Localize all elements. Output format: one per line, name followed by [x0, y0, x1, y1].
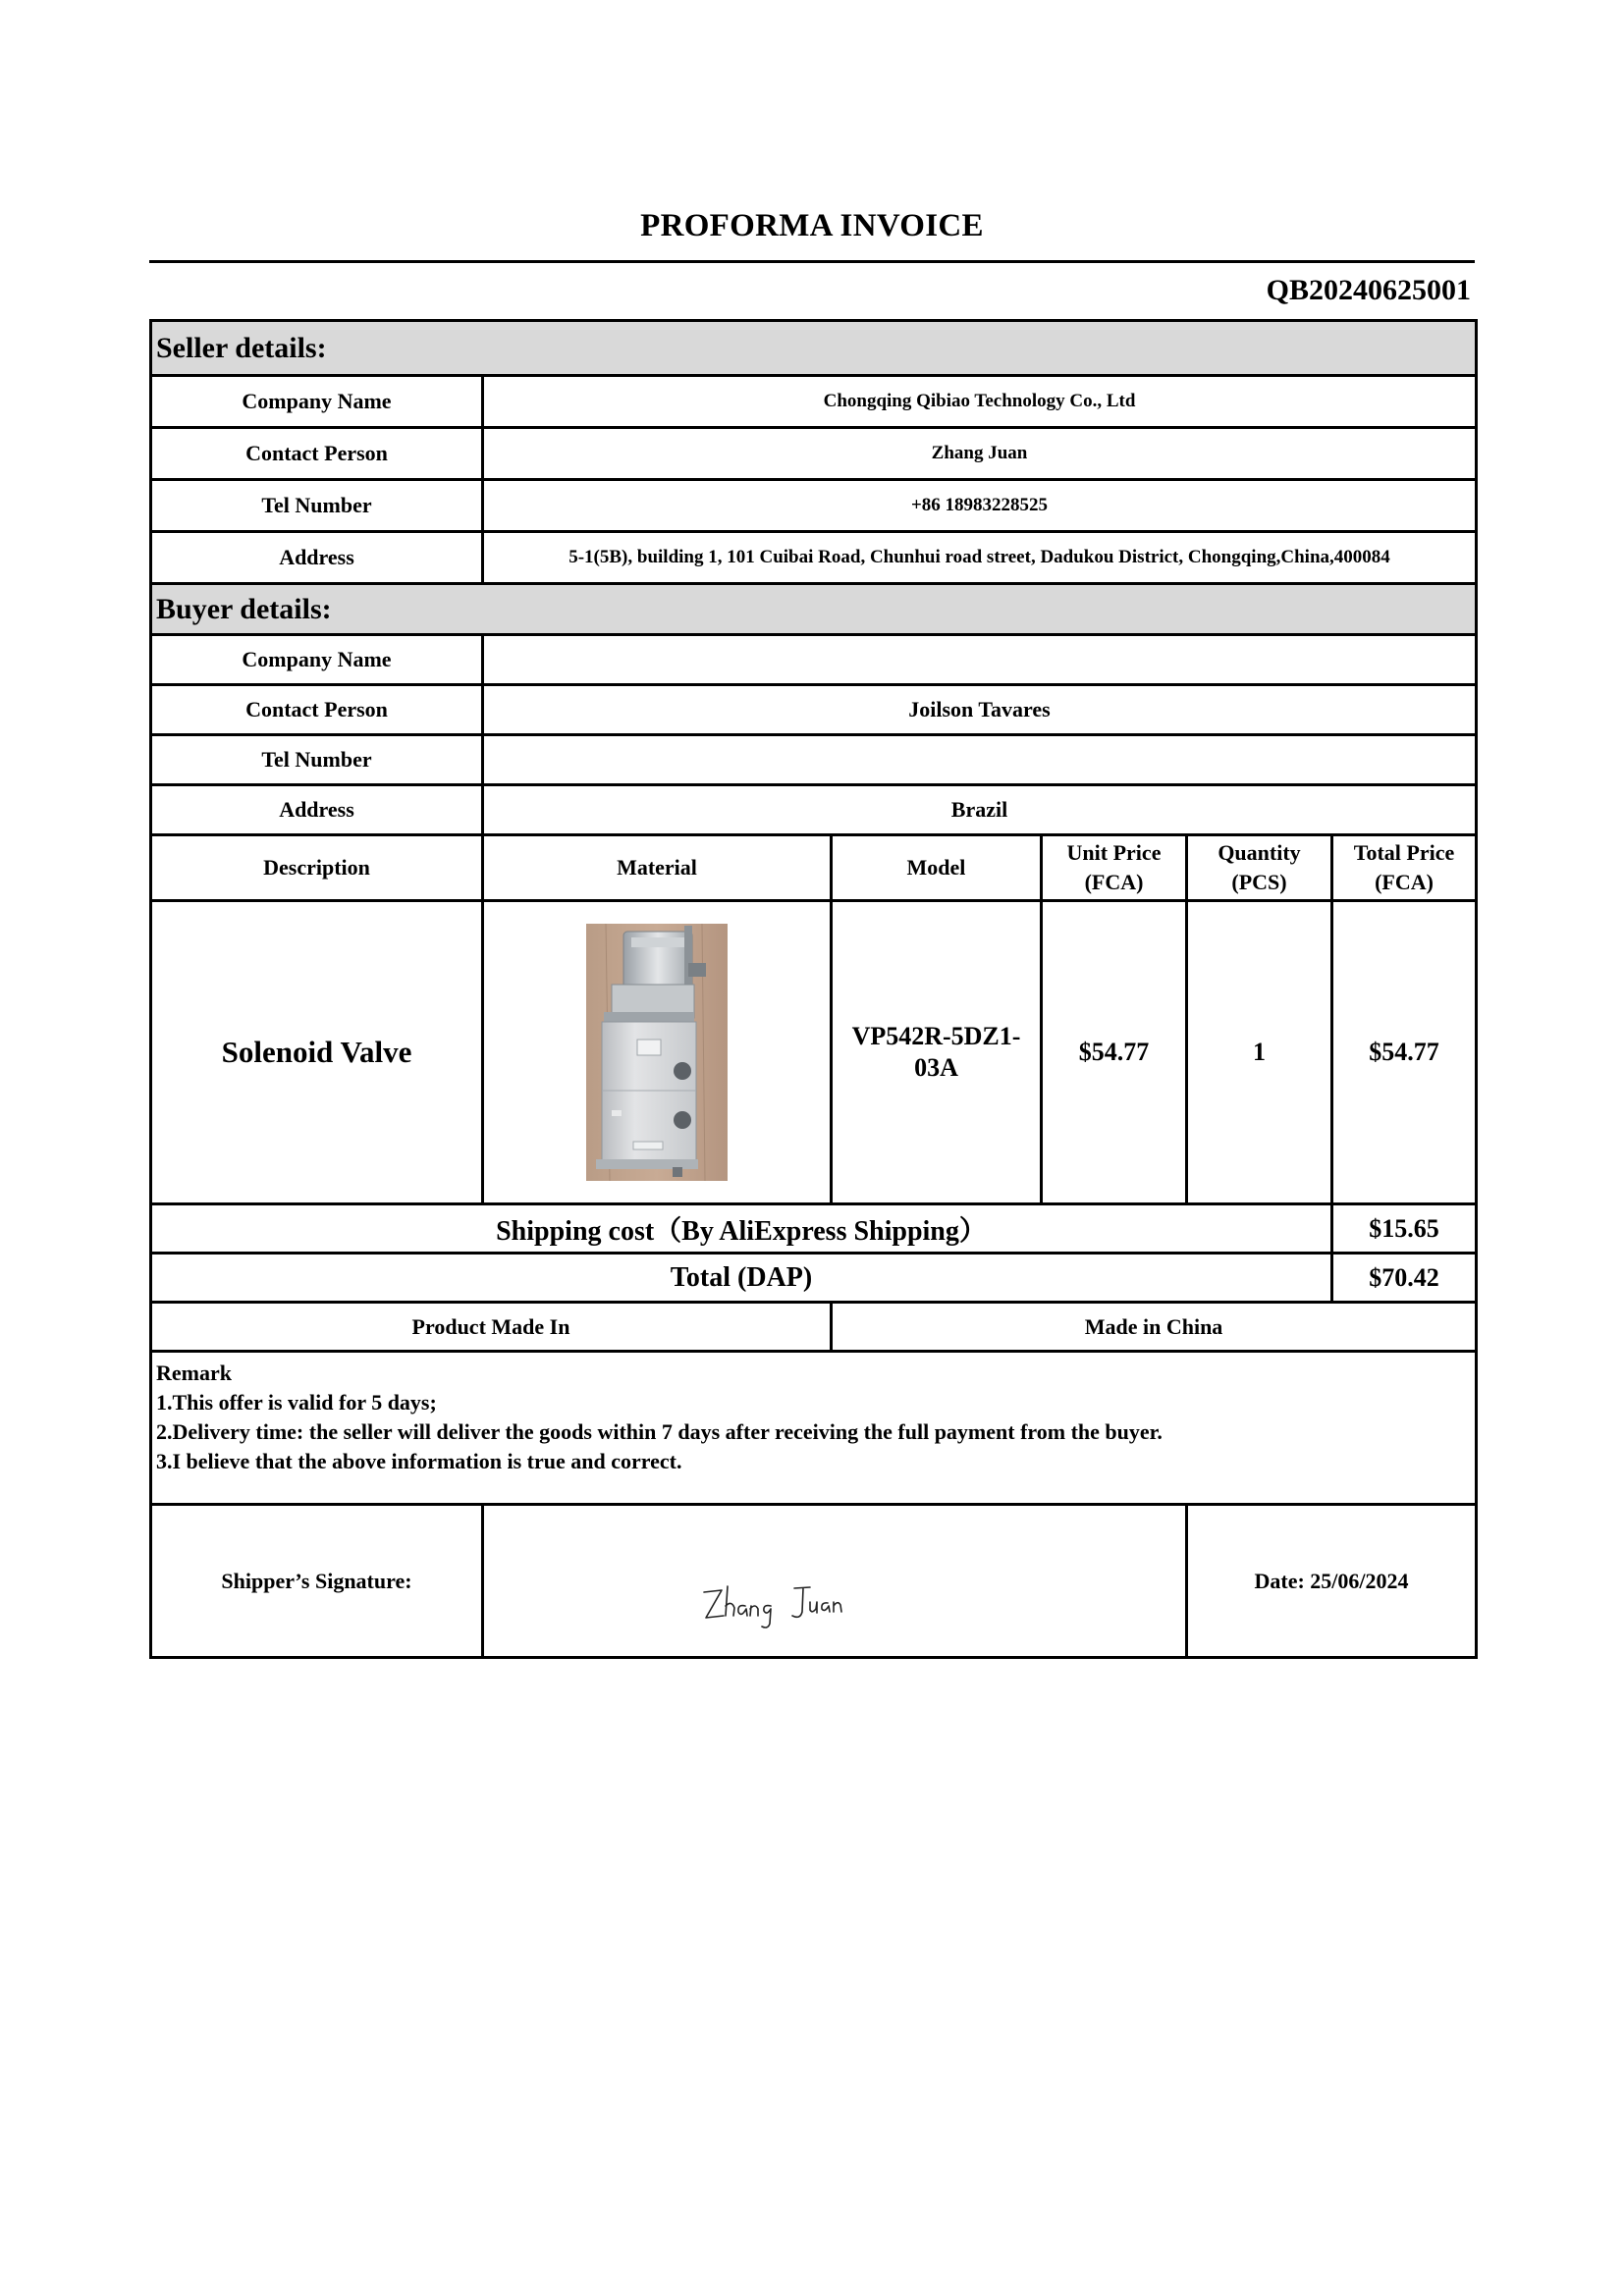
remark-row — [151, 1352, 1477, 1505]
item-unit-price: $54.77 — [1042, 901, 1187, 1204]
seller-tel-label: Tel Number — [151, 480, 483, 532]
item-total-price: $54.77 — [1332, 901, 1477, 1204]
col-header-total-price-sub: (FCA) — [1375, 870, 1434, 894]
seller-section-label: Seller details: — [151, 321, 1477, 376]
buyer-contact-label: Contact Person — [151, 685, 483, 735]
col-header-material: Material — [483, 835, 832, 901]
col-header-unit-price-label: Unit Price — [1066, 840, 1162, 866]
signature-area — [483, 1505, 1187, 1658]
remark-title: Remark — [156, 1361, 232, 1385]
title-divider — [149, 260, 1475, 263]
invoice-table — [149, 319, 1478, 1659]
col-header-unit-price — [1042, 835, 1187, 901]
seller-company-value: Chongqing Qibiao Technology Co., Ltd — [483, 376, 1477, 428]
buyer-section-label: Buyer details: — [151, 584, 1477, 635]
item-model-line1: VP542R-5DZ1- — [851, 1021, 1021, 1050]
col-header-total-price — [1332, 835, 1477, 901]
items-header-row — [151, 835, 1477, 901]
signature-label: Shipper’s Signature: — [151, 1505, 483, 1658]
seller-contact-label: Contact Person — [151, 428, 483, 480]
remark-line-3: 3.I believe that the above information is true and correct. — [156, 1448, 682, 1473]
origin-value: Made in China — [832, 1303, 1477, 1352]
origin-row — [151, 1303, 1477, 1352]
col-header-unit-price-sub: (FCA) — [1084, 870, 1144, 894]
seller-tel-value: +86 18983228525 — [483, 480, 1477, 532]
item-material — [483, 901, 832, 1204]
item-model — [832, 901, 1042, 1204]
item-description: Solenoid Valve — [151, 901, 483, 1204]
seller-company-label: Company Name — [151, 376, 483, 428]
buyer-section-row — [151, 584, 1477, 635]
seller-address-row — [151, 532, 1477, 584]
item-row — [151, 901, 1477, 1204]
remark-block — [151, 1352, 1477, 1505]
seller-contact-value: Zhang Juan — [483, 428, 1477, 480]
seller-address-value: 5-1(5B), building 1, 101 Cuibai Road, Chunhui road street, Dadukou District, Chongqing,China,400084 — [483, 532, 1477, 584]
shipping-value: $15.65 — [1332, 1204, 1477, 1254]
buyer-contact-row — [151, 685, 1477, 735]
seller-section-row — [151, 321, 1477, 376]
item-model-line2: 03A — [914, 1053, 958, 1082]
seller-contact-row — [151, 428, 1477, 480]
shipping-row — [151, 1204, 1477, 1254]
signature-row — [151, 1505, 1477, 1658]
solenoid-valve-photo — [586, 924, 728, 1181]
col-header-quantity-label: Quantity — [1218, 840, 1301, 866]
buyer-tel-label: Tel Number — [151, 735, 483, 785]
buyer-address-label: Address — [151, 785, 483, 835]
seller-address-label: Address — [151, 532, 483, 584]
handwritten-signature — [700, 1578, 847, 1637]
col-header-quantity-sub: (PCS) — [1231, 870, 1287, 894]
document-title: PROFORMA INVOICE — [640, 208, 984, 243]
buyer-tel-value — [483, 735, 1477, 785]
total-value: $70.42 — [1332, 1254, 1477, 1303]
signature-date: Date: 25/06/2024 — [1187, 1505, 1477, 1658]
remark-line-2: 2.Delivery time: the seller will deliver the goods within 7 days after receiving the full payment from the buyer. — [156, 1418, 1163, 1444]
buyer-company-row — [151, 635, 1477, 685]
total-label: Total (DAP) — [151, 1254, 1332, 1303]
buyer-company-label: Company Name — [151, 635, 483, 685]
buyer-address-value: Brazil — [483, 785, 1477, 835]
buyer-tel-row — [151, 735, 1477, 785]
invoice-number: QB20240625001 — [1266, 274, 1471, 306]
remark-line-1: 1.This offer is valid for 5 days; — [156, 1389, 437, 1415]
col-header-quantity — [1187, 835, 1332, 901]
buyer-company-value — [483, 635, 1477, 685]
seller-company-row — [151, 376, 1477, 428]
origin-label: Product Made In — [151, 1303, 832, 1352]
buyer-address-row — [151, 785, 1477, 835]
seller-tel-row — [151, 480, 1477, 532]
col-header-model: Model — [832, 835, 1042, 901]
item-quantity: 1 — [1187, 901, 1332, 1204]
shipping-label: Shipping cost（By AliExpress Shipping） — [151, 1204, 1332, 1254]
buyer-contact-value: Joilson Tavares — [483, 685, 1477, 735]
total-row — [151, 1254, 1477, 1303]
col-header-description: Description — [151, 835, 483, 901]
col-header-total-price-label: Total Price — [1353, 840, 1455, 866]
